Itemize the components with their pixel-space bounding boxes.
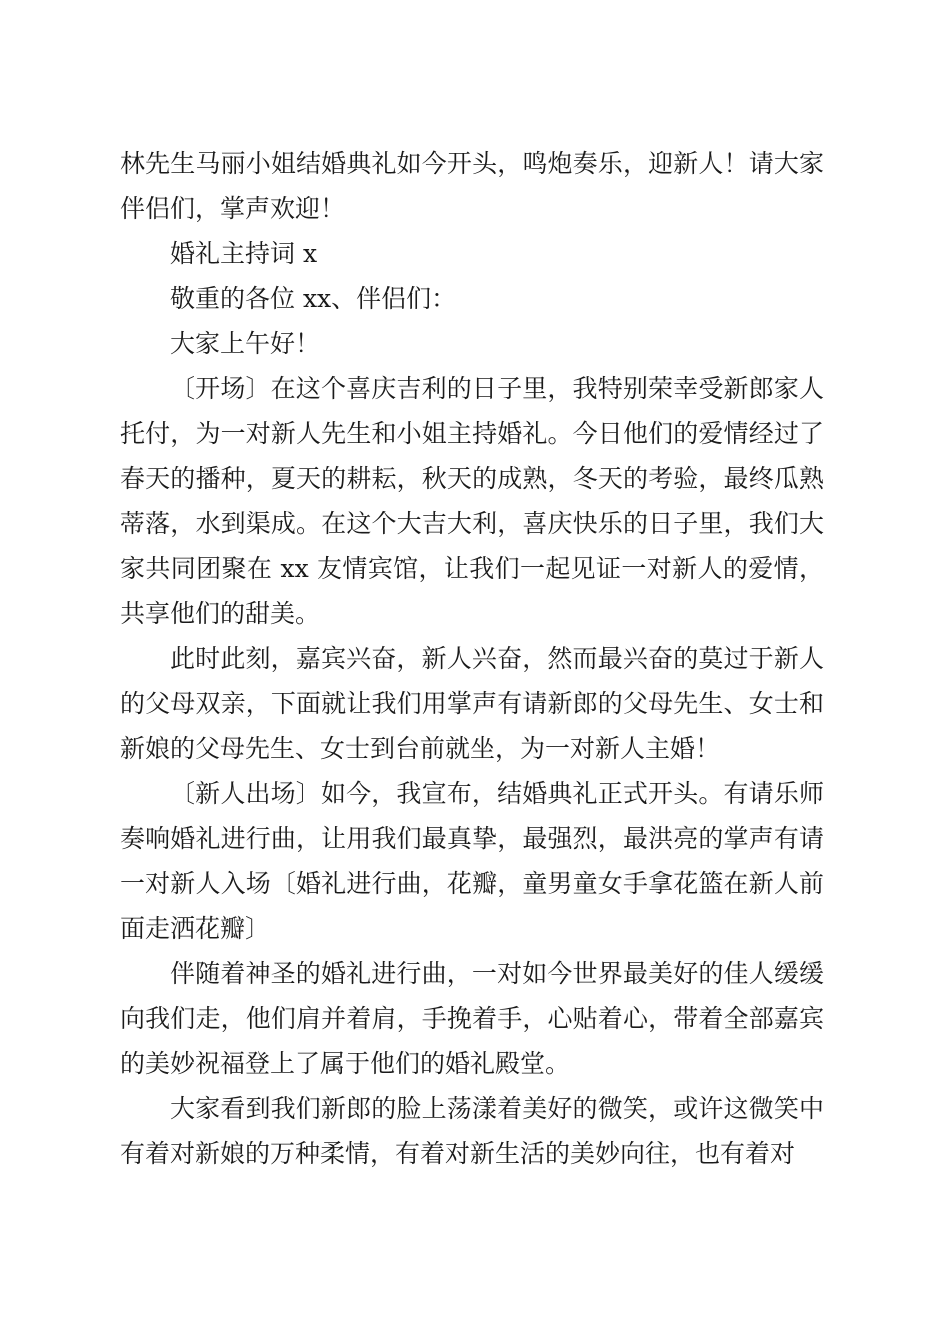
paragraph-procession: 伴随着神圣的婚礼进行曲，一对如今世界最美好的佳人缓缓向我们走，他们肩并着肩，手挽着手，心贴着心，带着全部嘉宾的美妙祝福登上了属于他们的婚礼殿堂。 [120, 959, 824, 1078]
paragraph-opening-continuation: 林先生马丽小姐结婚典礼如今开头，鸣炮奏乐，迎新人！请大家伴侣们，掌声欢迎！ [120, 149, 824, 223]
paragraph-greeting: 大家上午好！ [170, 329, 321, 358]
document-body [120, 141, 824, 1176]
paragraph-salutation: 敬重的各位 xx、伴侣们： [170, 284, 457, 313]
paragraph-couple-entrance: 〔新人出场〕如今，我宣布，结婚典礼正式开头。有请乐师奏响婚礼进行曲，让用我们最真挚，最强烈，最洪亮的掌声有请一对新人入场〔婚礼进行曲，花瓣，童男童女手拿花篮在新人前面走洒花瓣〕 [120, 779, 824, 943]
paragraph-title: 婚礼主持词 x [170, 239, 318, 268]
paragraph-groom-smile: 大家看到我们新郎的脸上荡漾着美好的微笑，或许这微笑中有着对新娘的万种柔情，有着对新生活的美妙向往，也有着对 [120, 1094, 824, 1168]
paragraph-opening: 〔开场〕在这个喜庆吉利的日子里，我特别荣幸受新郎家人托付，为一对新人先生和小姐主持婚礼。今日他们的爱情经过了春天的播种，夏天的耕耘，秋天的成熟，冬天的考验，最终瓜熟蒂落，水到渠成。在这个大吉大利，喜庆快乐的日子里，我们大家共同团聚在 xx 友情宾馆，让我们一起见证一对新人的爱情，共享他们的甜美。 [120, 374, 824, 628]
paragraph-parents: 此时此刻，嘉宾兴奋，新人兴奋，然而最兴奋的莫过于新人的父母双亲，下面就让我们用掌声有请新郎的父母先生、女士和新娘的父母先生、女士到台前就坐，为一对新人主婚！ [120, 644, 824, 763]
